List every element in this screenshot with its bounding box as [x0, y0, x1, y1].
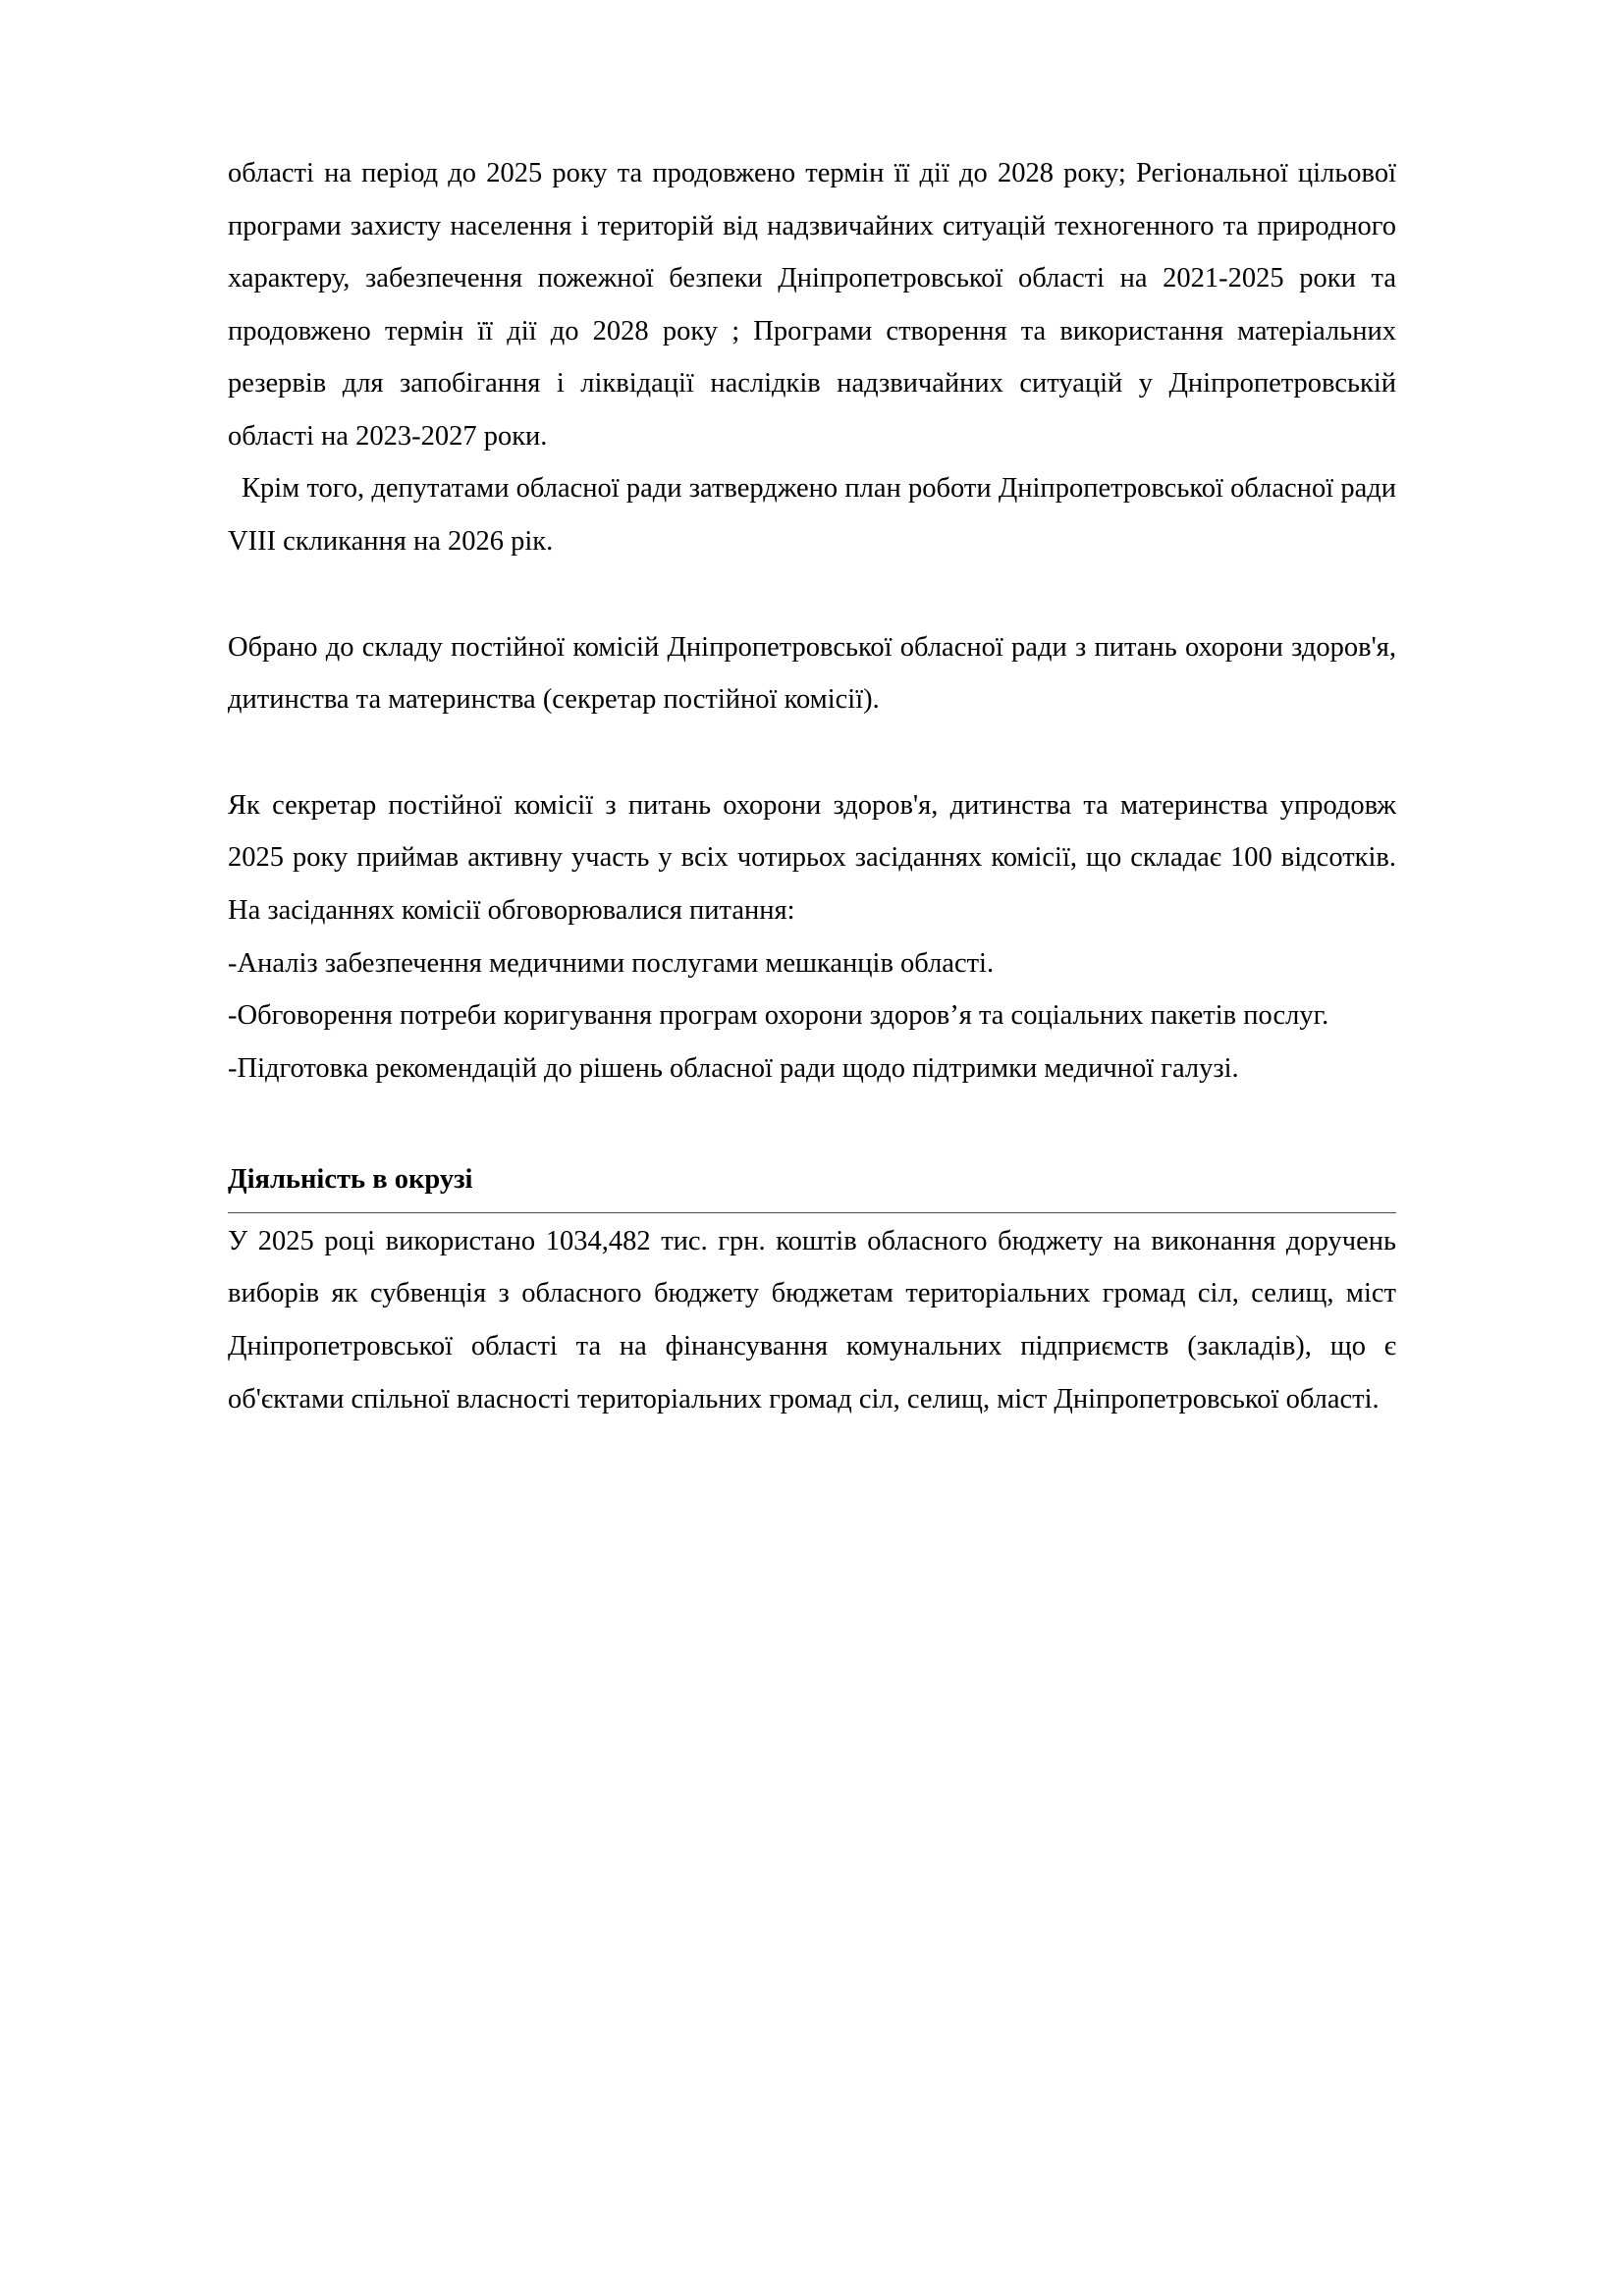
list-item-analysis: -Аналіз забезпечення медичними послугами мешканців області.	[228, 947, 995, 979]
paragraph-budget-usage: У 2025 році використано 1034,482 тис. грн. коштів обласного бюджету на виконання доручень виборів як субвенція з обласного бюджету бюджетам територіальних громад сіл, селищ, міст Дніпропетровської області та на фінансування комунальних підприємств (закладів), що є об'єктами спільної власності територіальних громад сіл, селищ, міст Дніпропетровської області.	[228, 1225, 1396, 1415]
paragraph-work-plan: Крім того, депутатами обласної ради затверджено план роботи Дніпропетровської обласної ради VIII скликання на 2026 рік.	[228, 473, 1396, 558]
spacer	[228, 726, 1396, 779]
section-heading-district-activity: Діяльність в окрузі	[228, 1164, 473, 1196]
paragraph-programs: області на період до 2025 року та продовжено термін її дії до 2028 року; Регіональної цільової програми захисту населення і територій від надзвичайних ситуацій техногенного та природного характеру, забезпечення пожежної безпеки Дніпропетровської області на 2021-2025 роки та продовжено термін її дії до 2028 року ; Програми створення та використання матеріальних резервів для запобігання і ліквідації наслідків надзвичайних ситуацій у Дніпропетровській області на 2023-2027 роки.	[228, 158, 1396, 452]
paragraph-commission-activity: Як секретар постійної комісії з питань охорони здоров'я, дитинства та материнства упродовж 2025 року приймав активну участь у всіх чотирьох засіданнях комісії, що складає 100 відсотків. На засіданнях комісії обговорювалися питання:	[228, 789, 1396, 926]
spacer	[228, 1095, 1396, 1153]
section-divider	[228, 1212, 1396, 1213]
paragraph-commission-membership: Обрано до складу постійної комісій Дніпропетровської обласної ради з питань охорони здоров'я, дитинства та материнства (секретар постійної комісії).	[228, 631, 1396, 716]
document-body	[228, 147, 1396, 1425]
list-item-recommendations: -Підготовка рекомендацій до рішень обласної ради щодо підтримки медичної галузі.	[228, 1052, 1239, 1084]
list-item-discussion: -Обговорення потреби коригування програм охорони здоров’я та соціальних пакетів послуг.	[228, 1000, 1329, 1032]
spacer	[228, 568, 1396, 621]
